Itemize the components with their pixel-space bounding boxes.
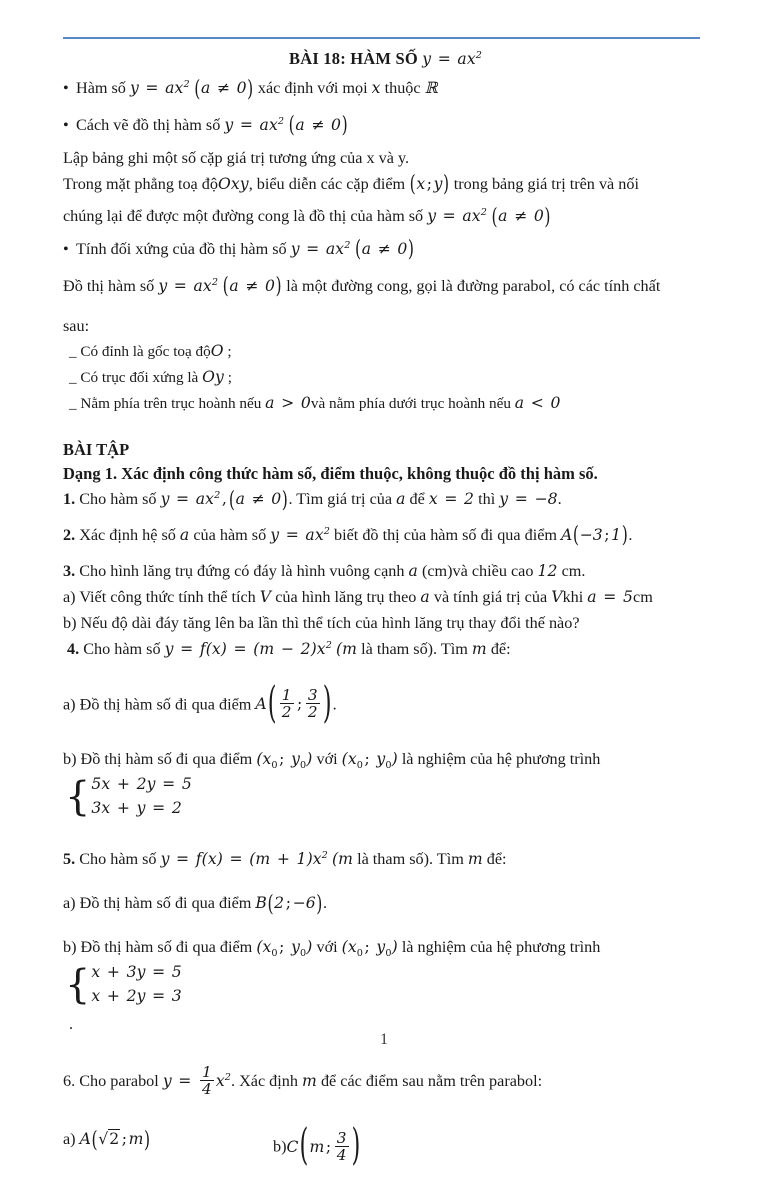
problem-5b [63, 935, 708, 1009]
problem-5b-text-a: Đồ thị hàm số đi qua điểm [80, 938, 253, 957]
problem-3a-var-a: a [420, 587, 430, 606]
problem-5b-text-c: là nghiệm của hệ phương trình [401, 938, 601, 957]
problem-4a-label: a) [63, 694, 76, 713]
theory-bullet-1 [63, 75, 708, 102]
problem-2-formula: $y = ax^2$ [270, 525, 330, 544]
theory-bullet-1-text-after: xác định với mọi [257, 79, 368, 98]
theory-bullet-1-set: ℝ [424, 79, 438, 98]
problem-4a [63, 677, 708, 734]
problem-3 [63, 559, 708, 585]
theory-property-3 [63, 391, 708, 417]
theory-property-1-text: Có đỉnh là gốc toạ độ [80, 343, 211, 361]
theory-bullet-1-var: x [371, 79, 381, 98]
problem-6b-point: C(m; $\frac{3}{4}$ ) [286, 1121, 361, 1171]
problem-3-number: 3. [63, 561, 76, 580]
theory-bullet-1-text-end: thuộc [384, 79, 421, 98]
problem-3-var: a [408, 561, 418, 580]
problem-5a-end: . [322, 894, 327, 913]
bullet-icon: • [63, 240, 69, 258]
problem-3b [63, 611, 708, 637]
theory-bullet-3 [63, 236, 708, 263]
theory-line-3-condition: (a ≠ 0) [491, 203, 551, 230]
problem-3b-label: b) [63, 613, 77, 632]
problem-6a-point: A(√2 ;m) [80, 1130, 151, 1148]
theory-property-3-dash: _ [69, 394, 77, 412]
problem-1-text-e: . [557, 490, 562, 509]
problem-3a-text-a: Viết công thức tính thể tích [79, 587, 256, 606]
problem-4b [63, 747, 708, 821]
problem-4-text-b: (m [336, 639, 358, 658]
problem-5a-label: a) [63, 894, 76, 913]
problem-3b-text: Nếu độ dài đáy tăng lên ba lần thì thể tích của hình lăng trụ thay đổi thế nào? [80, 613, 580, 632]
theory-bullet-3-condition: (a ≠ 0) [355, 236, 415, 263]
problem-4-text-a: Cho hàm số [83, 639, 161, 658]
bullet-icon: • [63, 115, 69, 134]
theory-property-3-text-a: Nằm phía trên trục hoành nếu [80, 394, 262, 412]
theory-bullet-1-condition: (a ≠ 0) [194, 75, 254, 102]
problem-3-unit: (cm) [421, 561, 453, 580]
problem-6-formula: y = $\frac{1}{4}$ $x^2$ [162, 1063, 231, 1099]
theory-line-2 [63, 171, 708, 198]
problem-5-formula: $y = f(x) = (m + 1)x^2$ [160, 850, 328, 869]
problem-1-text-b: . Tìm giá trị của [288, 490, 393, 509]
problem-5-text-d: để: [486, 850, 507, 869]
theory-property-2-end: ; [227, 369, 232, 387]
problem-4b-point-1: ($x_0$; $y_0$) [256, 750, 313, 772]
theory-line-3 [63, 203, 708, 230]
problem-5b-equation-2: x + 2y = 3 [91, 987, 182, 1006]
problem-4b-point-2: ($x_0$; $y_0$) [341, 750, 398, 772]
problem-5-var: m [467, 850, 483, 869]
problem-6-fraction: $\frac{1}{4}$ [202, 1063, 212, 1099]
problem-1-eq2: y = −8 [499, 490, 558, 509]
theory-line-1: Lập bảng ghi một số cặp giá trị tương ứng của x và y. [63, 148, 410, 167]
problem-3-unit2: cm. [561, 561, 586, 580]
theory-property-3-text-b: và nằm phía dưới trục hoành nếu [310, 394, 511, 412]
theory-bullet-2 [63, 112, 708, 139]
problem-6-subitems [63, 1119, 708, 1176]
left-brace-icon: { [65, 961, 91, 1008]
theory-line-5: sau: [63, 317, 90, 336]
problem-6b-first: m [309, 1137, 325, 1156]
theory-property-1-symbol: O [210, 342, 224, 361]
problem-4-var: m [471, 639, 487, 658]
problem-6b-fraction: $\frac{3}{4}$ [336, 1129, 347, 1165]
problem-6a-point-name: A [79, 1130, 91, 1149]
theory-bullet-3-text: Tính đối xứng của đồ thị hàm số [76, 240, 287, 258]
problem-4a-end: . [332, 694, 337, 713]
problem-3a-var-v: V [259, 587, 272, 606]
theory-property-3-cond-a: a > 0 [265, 393, 311, 412]
exercises-heading: BÀI TẬP [63, 440, 130, 460]
page-title-formula: $y = ax^2$ [422, 49, 482, 68]
problem-3-text-b: và chiều cao [452, 561, 534, 580]
problem-3a-var-v2: V [551, 587, 563, 606]
problem-4b-text-a: Đồ thị hàm số đi qua điểm [80, 750, 253, 769]
problem-4-text-c: là tham số). Tìm [361, 639, 468, 658]
theory-property-1-dash: _ [69, 343, 77, 361]
problem-4a-text: Đồ thị hàm số đi qua điểm [79, 694, 252, 713]
problem-3a-text-c: và tính giá trị của [433, 587, 548, 606]
page-number: 1 [380, 1031, 388, 1048]
problem-1-text-c: để [409, 490, 425, 509]
problem-4b-system [65, 772, 192, 820]
problem-2-text-b: của hàm số [193, 525, 267, 544]
problem-3a [63, 585, 708, 611]
problem-1-var: a [396, 490, 406, 509]
problem-6a-label: a) [63, 1130, 76, 1149]
page-title-text: BÀI 18: HÀM SỐ [289, 49, 418, 68]
problem-4a-point: A( $\frac{1}{2}$ ; $\frac{3}{2}$ ) [255, 678, 332, 729]
theory-line-2-pair: (x;y) [409, 170, 450, 197]
problem-1-number: 1. [63, 490, 76, 509]
problem-5b-system [65, 960, 182, 1008]
problem-2-text-d: . [628, 525, 633, 544]
theory-line-4-condition: (a ≠ 0) [222, 272, 282, 299]
problem-6-number: 6. [63, 1071, 76, 1090]
stray-period: . [69, 1015, 74, 1034]
problem-3a-text-b: của hình lăng trụ theo [275, 587, 417, 606]
problem-4a-point-name: A [255, 694, 267, 713]
problem-2-text-c: biết đồ thị của hàm số đi qua điểm [334, 525, 557, 544]
problem-3-value: 12 [537, 561, 558, 580]
problem-4-formula: $y = f(x) = (m - 2)x^2$ [164, 639, 332, 658]
problem-4b-text-b: với [316, 750, 338, 769]
theory-property-2-dash: _ [69, 369, 77, 387]
problem-5b-text-b: với [316, 938, 338, 957]
problem-4b-equation-1: 5x + 2y = 5 [91, 775, 192, 794]
problem-6b-label: b) [273, 1137, 287, 1156]
problem-2-point: A(−3;1) [561, 522, 628, 549]
problem-5b-equation-1: x + 3y = 5 [91, 963, 182, 982]
problem-3a-unit: cm [633, 587, 653, 606]
theory-bullet-3-formula: $y = ax^2$ [290, 239, 351, 258]
problem-3a-text-d: khi [562, 587, 584, 606]
theory-property-3-cond-b: a < 0 [514, 393, 561, 412]
problem-4b-label: b) [63, 750, 77, 769]
problem-2-number: 2. [63, 525, 76, 544]
problem-4-text-d: để: [490, 639, 511, 658]
problem-5-number: 5. [63, 850, 76, 869]
problem-6-text-a: Cho parabol [79, 1071, 159, 1090]
sqrt-icon: √2 [98, 1130, 120, 1149]
problem-6 [63, 1061, 708, 1102]
problem-2-var: a [179, 525, 190, 544]
theory-line-2-a: Trong mặt phẳng toạ độ [63, 174, 218, 193]
problem-1-text-d: thì [478, 490, 496, 509]
problem-6-text-b: . Xác định [230, 1071, 298, 1090]
problem-5b-point-2: ($x_0$; $y_0$) [341, 938, 398, 960]
theory-line-2-b: , biểu diễn các cặp điểm [248, 174, 406, 193]
problem-2-text-a: Xác định hệ số [79, 525, 176, 544]
problem-5b-label: b) [63, 938, 77, 957]
problem-5-text-b: (m [331, 850, 354, 869]
problem-2 [63, 523, 708, 549]
theory-bullet-2-condition: (a ≠ 0) [288, 111, 348, 139]
problem-5b-point-1: ($x_0$; $y_0$) [256, 938, 313, 960]
theory-line-4-formula: $y = ax^2$ [158, 276, 219, 295]
exercises-dang1-heading: Dạng 1. Xác định công thức hàm số, điểm thuộc, không thuộc đồ thị hàm số. [63, 464, 598, 484]
problem-1-text-a: Cho hàm số [79, 490, 157, 509]
problem-6b-point-name: C [286, 1137, 299, 1156]
theory-line-4-b: là một đường cong, gọi là đường parabol, có các tính chất [286, 276, 661, 295]
problem-4a-frac-1: $\frac{1}{2}$ [281, 686, 292, 722]
problem-4b-text-c: là nghiệm của hệ phương trình [401, 750, 601, 769]
theory-property-2-symbol: Oy [202, 368, 224, 387]
problem-5-text-a: Cho hàm số [79, 850, 157, 869]
problem-5a-point: B(2;−6) [255, 890, 323, 917]
problem-3-text-a: Cho hình lăng trụ đứng có đáy là hình vuông cạnh [79, 561, 405, 580]
problem-4-number: 4. [67, 639, 80, 658]
problem-5 [63, 847, 708, 873]
problem-5a-text: Đồ thị hàm số đi qua điểm [79, 894, 252, 913]
header-rule [63, 37, 700, 39]
problem-6a-second: m [128, 1130, 144, 1149]
problem-1 [63, 487, 708, 513]
problem-5a [63, 891, 708, 917]
problem-6a [63, 1119, 273, 1160]
theory-line-2-c: trong bảng giá trị trên và nối [453, 174, 639, 193]
problem-3a-eq: a = 5 [587, 587, 634, 606]
theory-property-2 [63, 365, 708, 391]
bullet-icon: • [63, 79, 69, 98]
problem-3a-label: a) [63, 587, 76, 606]
problem-4a-frac-2: $\frac{3}{2}$ [307, 686, 318, 722]
problem-6-text-c: để các điểm sau nằm trên parabol: [320, 1071, 543, 1090]
document-content [63, 48, 708, 1176]
theory-property-1 [63, 339, 708, 365]
problem-1-eq1: x = 2 [428, 490, 475, 509]
problem-6b [273, 1119, 708, 1176]
problem-6-var: m [302, 1071, 317, 1090]
theory-bullet-2-formula: $y = ax^2$ [224, 115, 285, 134]
theory-bullet-1-text: Hàm số [76, 79, 126, 98]
page-title [63, 48, 708, 70]
theory-property-1-end: ; [227, 343, 232, 361]
theory-bullet-2-text: Cách vẽ đồ thị hàm số [76, 115, 221, 134]
problem-4b-equation-2: 3x + y = 2 [91, 799, 182, 818]
theory-line-3-formula: $y = ax^2$ [427, 207, 487, 226]
problem-5-text-c: là tham số). Tìm [357, 850, 464, 869]
problem-1-formula: $y = ax^2$, (a ≠ 0) [160, 486, 288, 513]
theory-line-2-oxy: Oxy [217, 174, 249, 193]
theory-property-2-text: Có trục đối xứng là [80, 369, 199, 387]
theory-line-3-a: chúng lại để được một đường cong là đồ thị của hàm số [63, 207, 424, 226]
theory-line-4 [63, 273, 708, 300]
left-brace-icon: { [65, 773, 91, 820]
theory-bullet-1-formula: $y = ax^2$ [129, 79, 190, 98]
problem-4 [63, 637, 708, 663]
theory-line-4-a: Đồ thị hàm số [63, 276, 155, 295]
